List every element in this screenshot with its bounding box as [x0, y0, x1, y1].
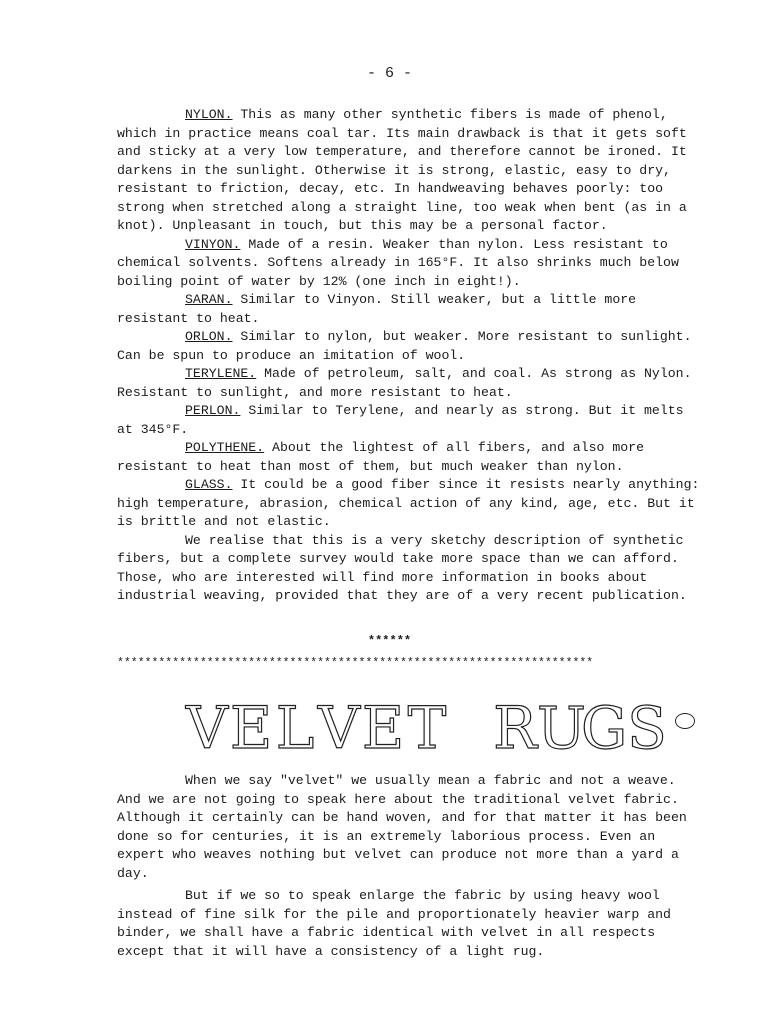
separator-long: ********************************************************************* [117, 657, 594, 670]
title-letter: R [493, 694, 537, 762]
fiber-term: SARAN. [185, 292, 233, 307]
fiber-description: Similar to Vinyon. Still weaker, but a little more resistant to heat. [117, 292, 637, 326]
page-number: - 6 - [366, 65, 412, 82]
fiber-description: Similar to nylon, but weaker. More resistant to sunlight. Can be spun to produce an imitation of wool. [117, 329, 692, 363]
fiber-description: Made of petroleum, salt, and coal. As strong as Nylon. Resistant to sunlight, and more resistant to heat. [117, 366, 692, 400]
velvet-paragraph [117, 887, 707, 961]
title-letter: S [627, 694, 667, 762]
title-letter: E [229, 694, 273, 762]
fiber-entry-glass [117, 476, 707, 532]
section-title [185, 694, 695, 762]
fiber-entry-nylon [117, 106, 707, 236]
fiber-entry-perlon [117, 402, 707, 439]
fiber-description: Made of a resin. Weaker than nylon. Less resistant to chemical solvents. Softens already in 165°F. It also shrinks much below boiling point of water by 12% (one inch in eight!). [117, 236, 679, 289]
fiber-term: PERLON. [185, 403, 241, 418]
fiber-entry-polythene [117, 439, 707, 476]
title-period [675, 713, 695, 729]
title-letter: G [581, 694, 628, 762]
fiber-term: TERYLENE. [185, 366, 257, 381]
title-letter: L [275, 694, 315, 762]
velvet-text: When we say "velvet" we usually mean a fabric and not a weave. And we are not going to speak here about the traditional velvet fabric. Although it certainly can be hand woven, and for that matter it has been done so for centuries, it is an extremely laborious process. Even an expert who weaves nothing but velvet can produce not more than a yard a day. [117, 773, 687, 881]
fiber-term: GLASS. [185, 477, 233, 492]
separator-short: ****** [367, 634, 412, 648]
fiber-term: VINYON. [185, 236, 241, 252]
velvet-section [117, 772, 707, 961]
title-letter: E [361, 694, 405, 762]
fiber-entry-saran [117, 291, 707, 328]
title-letter: U [537, 694, 586, 762]
title-letter: V [318, 694, 360, 762]
fiber-list [117, 106, 707, 606]
fiber-term: ORLON. [185, 329, 233, 344]
title-letter: V [186, 694, 228, 762]
fiber-description: Similar to Terylene, and nearly as strong. But it melts at 345°F. [117, 403, 684, 437]
fiber-entry-vinyon [117, 236, 707, 292]
closing-text: We realise that this is a very sketchy description of synthetic fibers, but a complete survey would take more space than we can afford. Those, who are interested will find more information in books about industrial weaving, provided that they are of a very recent publication. [117, 532, 687, 603]
title-letter: T [407, 694, 447, 762]
velvet-paragraph [117, 772, 707, 883]
fiber-term: NYLON. [185, 107, 233, 122]
fiber-description: About the lightest of all fibers, and also more resistant to heat than most of them, but much weaker than nylon. [117, 440, 645, 474]
fiber-term: POLYTHENE. [185, 440, 265, 455]
fiber-entry-terylene [117, 365, 707, 402]
velvet-text: But if we so to speak enlarge the fabric by using heavy wool instead of fine silk for the pile and proportionately heavier warp and binder, we shall have a fabric identical with velvet in all respects except that it will have a consistency of a light rug. [117, 888, 671, 959]
fiber-entry-orlon [117, 328, 707, 365]
fiber-description: This as many other synthetic fibers is made of phenol, which in practice means coal tar. Its main drawback is that it gets soft and sticky at a very low temperature, and therefore cannot be ironed. It darkens in the sunlight. Otherwise it is strong, elastic, easy to dry, resistant to friction, decay, etc. In handweaving behaves poorly: too strong when stretched along a straight line, too weak when bent (as in a knot). Unpleasant in touch, but this may be a personal factor. [117, 107, 687, 233]
closing-paragraph [117, 532, 707, 606]
fiber-description: It could be a good fiber since it resists nearly anything: high temperature, abrasion, chemical action of any kind, age, etc. But it is brittle and not elastic. [117, 477, 700, 529]
